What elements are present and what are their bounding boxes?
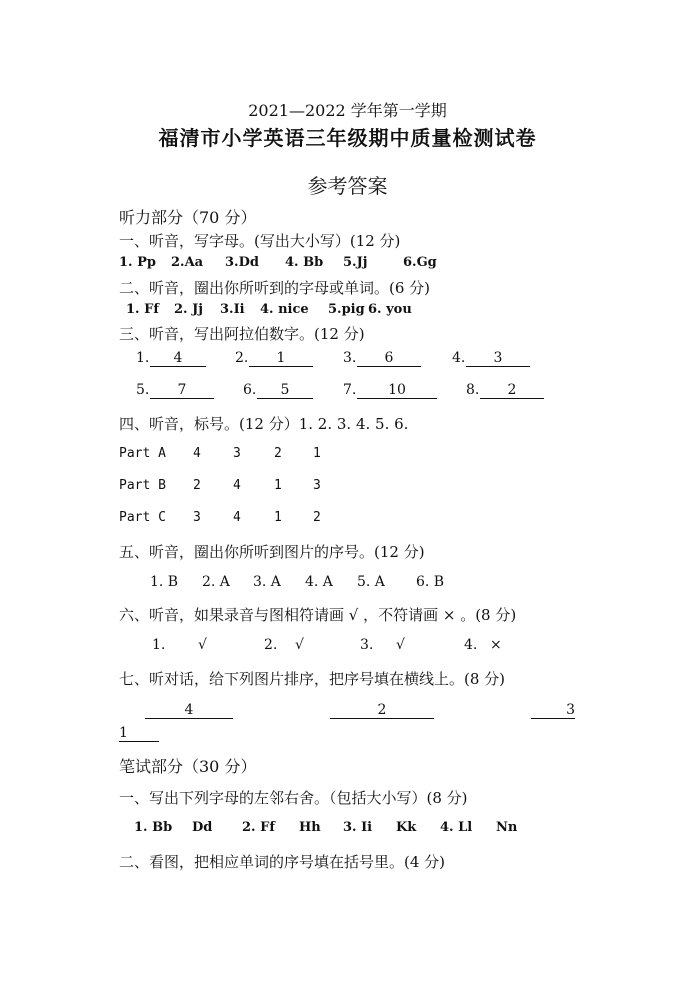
q4-cell: 2 <box>193 478 201 493</box>
q3-label: 2. <box>235 350 249 366</box>
q3-blank: 10 <box>357 382 437 399</box>
q4-cell: 4 <box>233 478 241 493</box>
q4-row-label: Part C <box>119 510 166 525</box>
q6-label: 3. <box>360 637 374 653</box>
q3-blank: 3 <box>466 350 530 367</box>
q1-answer: 3.Dd <box>225 255 259 270</box>
w1-title: 一、写出下列字母的左邻右舍。（包括大小写）(8 分) <box>119 789 468 807</box>
q1-answer: 4. Bb <box>285 255 324 270</box>
q3-blank: 2 <box>480 382 544 399</box>
q5-answer: 6. B <box>416 574 445 590</box>
q4-cell: 3 <box>233 446 241 461</box>
q3-blank: 7 <box>150 382 214 399</box>
w1-answer: Hh <box>299 820 321 835</box>
q3-label: 8. <box>466 382 480 398</box>
q2-answer: 2. Jj <box>174 302 203 317</box>
q6-label: 2. <box>264 637 278 653</box>
q1-answer: 6.Gg <box>403 255 437 270</box>
q4-row-label: Part B <box>119 478 166 493</box>
w1-answer: 3. Ii <box>343 820 373 835</box>
q7-blank: 4 <box>145 702 233 719</box>
q3-blank: 6 <box>357 350 421 367</box>
q7-blank: 2 <box>330 702 434 719</box>
q3-blank: 1 <box>249 350 313 367</box>
w1-answer: Kk <box>396 820 417 835</box>
q4-cell: 3 <box>193 510 201 525</box>
q3-label: 6. <box>243 382 257 398</box>
q3-blank: 4 <box>150 350 206 367</box>
w1-answer: 2. Ff <box>242 820 275 835</box>
q4-cell: 2 <box>313 510 321 525</box>
cross-mark-icon: × <box>490 637 502 653</box>
q5-answer: 1. B <box>150 574 179 590</box>
q3-label: 4. <box>452 350 466 366</box>
exam-title: 福清市小学英语三年级期中质量检测试卷 <box>158 126 537 150</box>
q2-answer: 1. Ff <box>126 302 159 317</box>
q4-title: 四、听音，标号。(12 分）1. 2. 3. 4. 5. 6. <box>119 415 409 433</box>
q1-answer: 5.Jj <box>343 255 368 270</box>
check-mark-icon: √ <box>295 637 304 653</box>
exam-year: 2021—2022 学年第一学期 <box>248 101 447 120</box>
q1-answer: 2.Aa <box>171 255 204 270</box>
q2-answer: 5.pig <box>328 302 365 317</box>
writing-heading: 笔试部分（30 分） <box>119 757 257 776</box>
q6-title: 六、听音，如果录音与图相符请画 √ ，不符请画 × 。(8 分) <box>119 606 517 624</box>
q3-label: 7. <box>343 382 357 398</box>
q7-title: 七、听对话，给下列图片排序，把序号填在横线上。(8 分) <box>119 670 506 688</box>
q4-cell: 2 <box>274 446 282 461</box>
q3-label: 1. <box>136 350 150 366</box>
q4-cell: 3 <box>313 478 321 493</box>
q5-answer: 3. A <box>253 574 281 590</box>
q3-label: 3. <box>343 350 357 366</box>
w1-answer: 1. Bb <box>134 820 173 835</box>
q4-cell: 1 <box>313 446 321 461</box>
q4-cell: 1 <box>274 510 282 525</box>
q4-cell: 4 <box>193 446 201 461</box>
q2-answer: 3.Ii <box>220 302 245 317</box>
q5-title: 五、听音，圈出你所听到图片的序号。(12 分) <box>119 543 425 561</box>
q6-label: 1. <box>152 637 166 653</box>
q5-answer: 5. A <box>357 574 385 590</box>
q7-blank: 1 <box>119 725 159 742</box>
q4-row-label: Part A <box>119 446 166 461</box>
check-mark-icon: √ <box>198 637 207 653</box>
q5-answer: 2. A <box>202 574 230 590</box>
q3-title: 三、听音，写出阿拉伯数字。(12 分) <box>119 325 365 343</box>
q2-title: 二、听音，圈出你所听到的字母或单词。(6 分) <box>119 279 431 297</box>
w2-title: 二、看图，把相应单词的序号填在括号里。(4 分) <box>119 853 446 871</box>
answer-key-title: 参考答案 <box>307 174 388 198</box>
w1-answer: Dd <box>192 820 213 835</box>
check-mark-icon: √ <box>396 637 405 653</box>
q2-answer: 6. you <box>368 302 412 317</box>
q4-cell: 4 <box>233 510 241 525</box>
q1-title: 一、听音，写字母。(写出大小写）(12 分) <box>119 232 401 250</box>
q3-blank: 5 <box>257 382 313 399</box>
q5-answer: 4. A <box>305 574 333 590</box>
q7-blank: 3 <box>531 702 575 719</box>
w1-answer: 4. Ll <box>440 820 473 835</box>
q1-answer: 1. Pp <box>119 255 156 270</box>
w1-answer: Nn <box>496 820 518 835</box>
q4-cell: 1 <box>274 478 282 493</box>
q6-label: 4. <box>464 637 478 653</box>
q3-label: 5. <box>136 382 150 398</box>
q2-answer: 4. nice <box>260 302 309 317</box>
listening-heading: 听力部分（70 分） <box>119 208 257 227</box>
